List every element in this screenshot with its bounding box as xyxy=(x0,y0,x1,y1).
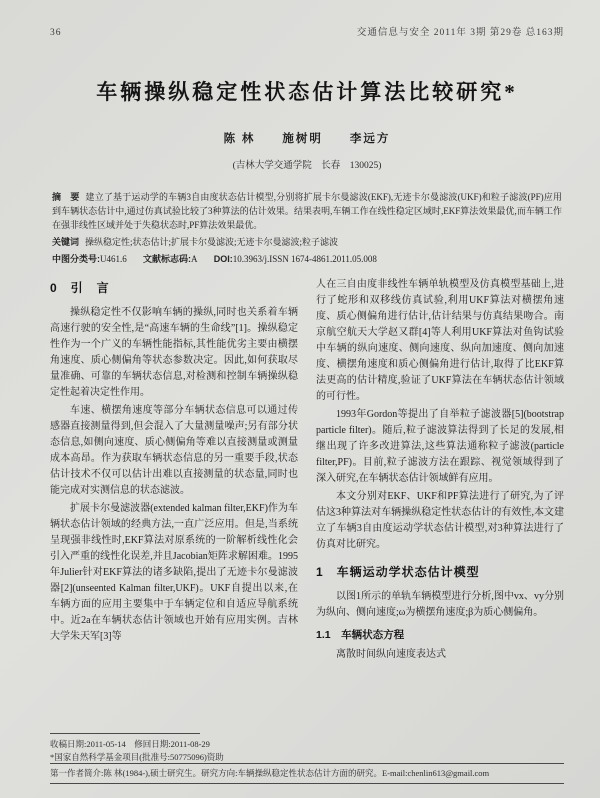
paragraph: 人在三自由度非线性车辆单轨模型及仿真模型基础上,进行了蛇形和双移线仿真试验,利用UKF算法对横摆角速度、质心侧偏角进行估计,估计结果与仿真结果吻合。南京航空航天大学赵又群[4]等人利用UKF算法对鱼钩试验中车辆的纵向速度、侧向速度、纵向加速度、侧向加速度、横摆角速度和质心侧偏角进行估计,取得了比EKF算法更高的估计精度,验证了UKF算法在车辆状态估计领域的可行性。 xyxy=(316,279,564,403)
section-heading-intro: 0 引 言 xyxy=(50,281,110,296)
section-heading-model: 1 车辆运动学状态估计模型 xyxy=(316,565,480,580)
doc-code-value: A xyxy=(191,254,198,265)
clc-label: 中图分类号: xyxy=(52,254,100,265)
doi-segment xyxy=(214,254,377,264)
footnote-author-bio: 第一作者简介:陈 林(1984-),硕士研究生。研究方向:车辆操纵稳定性状态估计方面的研究。E-mail:chenlin613@gmail.com xyxy=(50,763,564,784)
paragraph: 1993年Gordon等提出了自举粒子滤波器[5](bootstrap particle filter)。随后,粒子滤波算法得到了长足的发展,相继出现了许多改进算法,这些算法通称粒子滤波(particle filter,PF)。目前,粒子滤波方法在跟踪、视觉领域得到了深入研究,在车辆状态估计领域鲜有应用。 xyxy=(316,409,564,485)
footnote-dates: 收稿日期:2011-05-14 修回日期:2011-08-29 xyxy=(50,738,210,749)
paragraph: 操纵稳定性不仅影响车辆的操纵,同时也关系着车辆高速行驶的安全性,是“高速车辆的生命线”[1]。操纵稳定性作为一个广义的车辆性能指标,其性能优劣主要由横摆角速度、质心侧偏角等状态参数决定。因此,如何获取尽量准确、可靠的车辆状态信息,对检测和控制车辆操纵稳定性起着决定性作用。 xyxy=(50,306,298,398)
doc-code-segment xyxy=(143,254,198,264)
doi-value: 10.3963/j.ISSN 1674-4861.2011.05.008 xyxy=(232,254,377,265)
footnote-funding: *国家自然科学基金项目(批准号:50775096)资助 xyxy=(50,751,224,762)
abstract-text: 建立了基于运动学的车辆3自由度状态估计模型,分别将扩展卡尔曼滤波(EKF),无迹卡尔曼滤波(UKF)和粒子滤波(PF)应用到车辆状态估计中,通过仿真试验比较了3种算法的估计效果。结果表明,车辆工作在线性稳定区域时,EKF算法效果最优,而车辆工作在强非线性区域并处于失稳状态时,PF算法效果最优。 xyxy=(52,192,562,230)
classification-line xyxy=(50,252,564,265)
footnote-divider xyxy=(50,733,200,734)
paragraph: 本文分别对EKF、UKF和PF算法进行了研究,为了评估这3种算法对车辆操纵稳定性状态估计的有效性,本文建立了车辆3自由度运动学状态估计模型,对3种算法进行了仿真对比研究。 xyxy=(316,491,564,551)
footnote-block xyxy=(50,733,564,784)
doc-code-label: 文献标志码: xyxy=(143,254,191,265)
subsection-heading-state-equation: 1.1 车辆状态方程 xyxy=(316,628,405,641)
paragraph: 以图1所示的单轨车辆模型进行分析,图中vx、vy分别为纵向、侧向速度;ω为横摆角速度;β为质心侧偏角。 xyxy=(316,590,564,618)
column-right xyxy=(316,277,564,726)
clc-value: U461.6 xyxy=(100,254,127,265)
paragraph: 扩展卡尔曼滤波器(extended kalman filter,EKF)作为车辆状态估计领域的经典方法,一直广泛应用。但是,当系统呈现强非线性时,EKF算法对原系统的一阶解析线性化会引入严重的线性化误差,并且Jacobian矩阵求解困难。1995年Julier针对EKF算法的诸多缺陷,提出了无迹卡尔曼滤波器[2](unseented Kalman filter,UKF)。UKF自提出以来,在车辆方面的应用主要集中于车辆定位和自适应导航系统中。近2a在车辆状态估计领域也开始有应用实例。吉林大学朱天军[3]等 xyxy=(50,502,298,642)
paragraph: 车速、横摆角速度等部分车辆状态信息可以通过传感器直接测量得到,但会混入了大量测量噪声;另有部分状态信息,如侧向速度、质心侧偏角等难以直接测量或测量成本高昂。作为获取车辆状态信息的另一重要手段,状态估计技术不仅可以估计出难以直接测量的状态量,同时也能完成对实测信息的状态滤波。 xyxy=(50,404,298,496)
doi-label: DOI: xyxy=(213,254,233,265)
keywords-text: 操纵稳定性;状态估计;扩展卡尔曼滤波;无迹卡尔曼滤波;粒子滤波 xyxy=(85,236,339,247)
affiliation-line: (吉林大学交通学院 长春 130025) xyxy=(232,161,382,171)
keywords-label: 关键词 xyxy=(52,236,80,247)
paper-title: 车辆操纵稳定性状态估计算法比较研究* xyxy=(96,80,518,104)
column-left xyxy=(50,277,298,726)
paragraph: 离散时间纵向速度表达式 xyxy=(336,649,446,661)
abstract-section xyxy=(50,191,564,233)
page-number: 36 xyxy=(50,28,62,38)
body-columns xyxy=(50,277,564,726)
journal-line: 交通信息与安全 2011年 3期 第29卷 总163期 xyxy=(356,28,564,38)
keywords-section xyxy=(50,236,564,250)
clc-segment xyxy=(52,254,127,264)
authors-line: 陈 林 施树明 李远方 xyxy=(223,133,391,145)
page-header xyxy=(50,24,564,38)
abstract-label: 摘 要 xyxy=(52,192,80,202)
